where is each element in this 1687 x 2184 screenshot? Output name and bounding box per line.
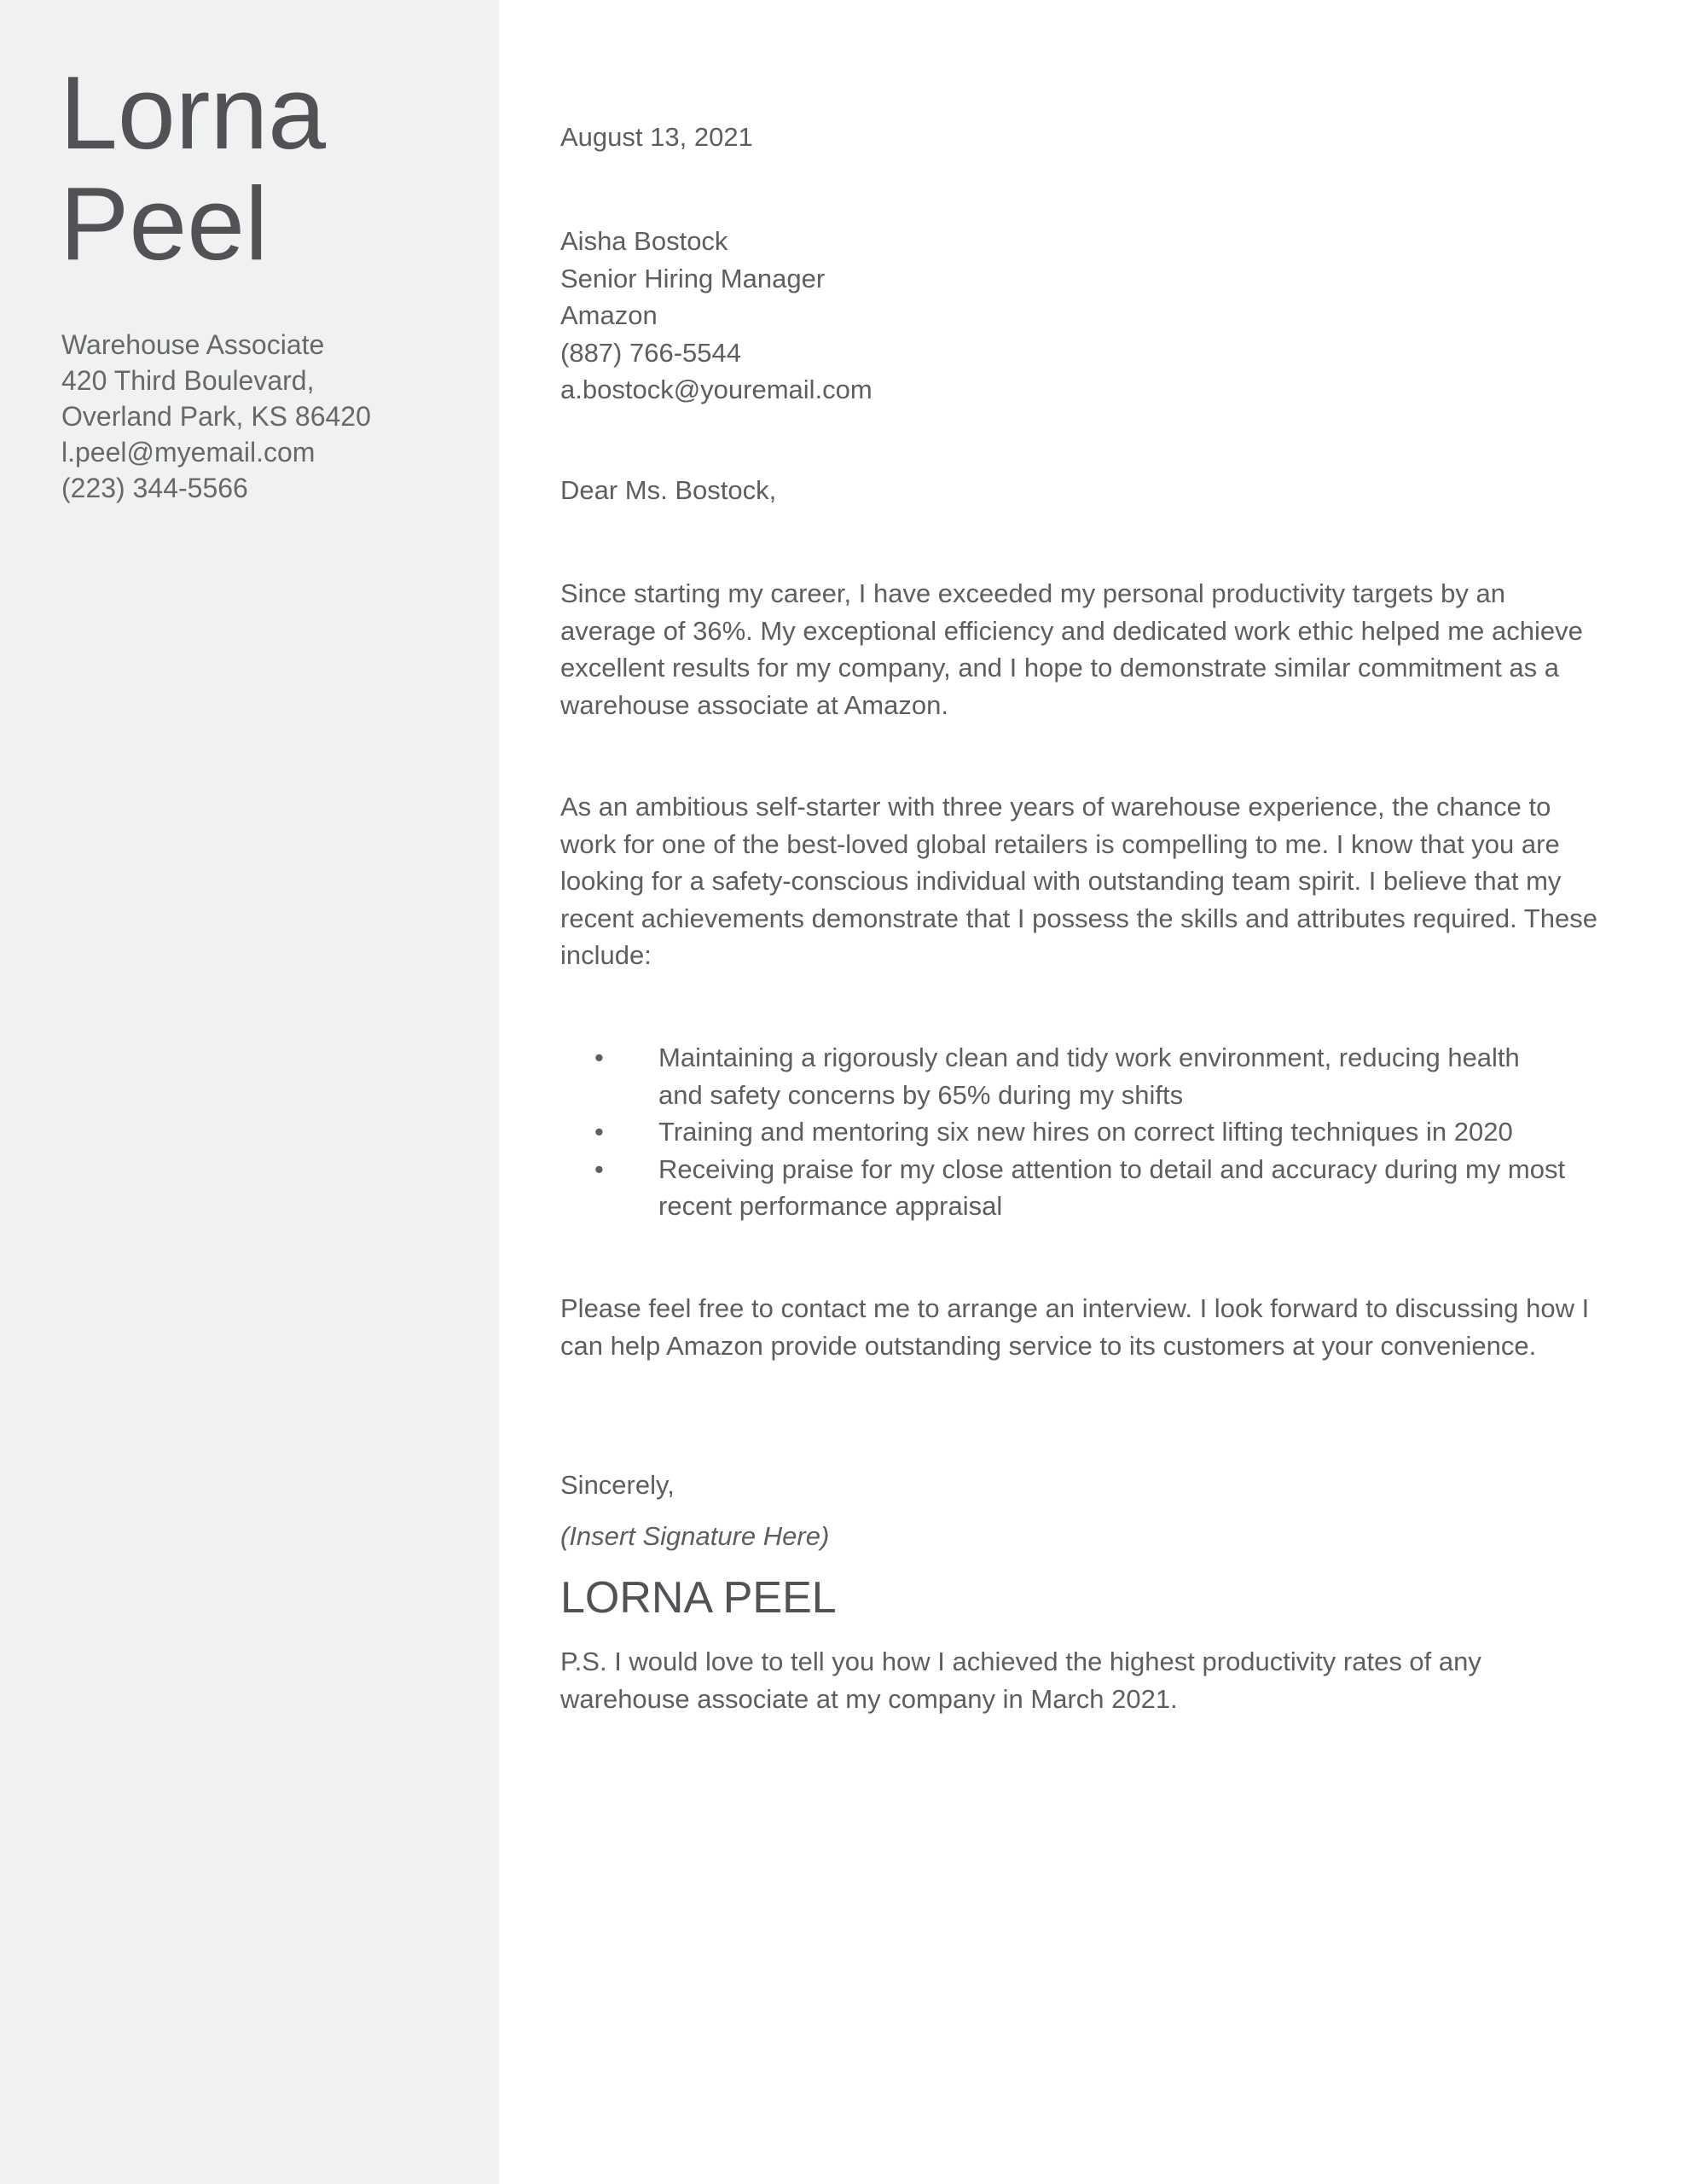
bullet-icon: • xyxy=(594,1117,604,1147)
recipient-block xyxy=(560,223,1601,409)
recipient-email: a.bostock@youremail.com xyxy=(560,375,872,404)
list-item-text: Training and mentoring six new hires on correct lifting techniques in 2020 xyxy=(658,1117,1513,1147)
address-line-2: Overland Park, KS 86420 xyxy=(61,401,371,432)
salutation: Dear Ms. Bostock, xyxy=(560,475,777,505)
paragraph-2: As an ambitious self-starter with three years of warehouse experience, the chance to work for one of the best-loved global retailers is compelling to me. I know that you are looking for a safety-conscious individual with outstanding team spirit. I believe that my recent achievements demonstrate that I possess the skills and attributes required. These include: xyxy=(560,792,1597,970)
signed-name: LORNA PEEL xyxy=(560,1573,837,1623)
postscript: P.S. I would love to tell you how I achieved the highest productivity rates of any warehouse associate at my company in March 2021. xyxy=(560,1647,1481,1714)
job-title: Warehouse Associate xyxy=(61,329,325,360)
paragraph-3: Please feel free to contact me to arrange an interview. I look forward to discussing how I can help Amazon provide outstanding service to its customers at your convenience. xyxy=(560,1293,1590,1361)
achievements-list xyxy=(560,1039,1567,1225)
sidebar xyxy=(0,0,499,2184)
applicant-name xyxy=(60,55,327,282)
list-item-text: Maintaining a rigorously clean and tidy work environment, reducing health and safety concerns by 65% during my shifts xyxy=(658,1043,1520,1110)
letter-date: August 13, 2021 xyxy=(560,122,753,152)
paragraph-1: Since starting my career, I have exceeded my personal productivity targets by an average of 36%. My exceptional efficiency and dedicated work ethic helped me achieve excellent results for my company, and I hope to demonstrate similar commitment as a warehouse associate at Amazon. xyxy=(560,578,1583,720)
recipient-title: Senior Hiring Manager xyxy=(560,263,826,293)
applicant-contact xyxy=(61,327,371,506)
closing: Sincerely, xyxy=(560,1470,675,1500)
list-item-text: Receiving praise for my close attention to detail and accuracy during my most recent performance appraisal xyxy=(658,1153,1566,1221)
last-name: Peel xyxy=(60,166,269,282)
bullet-icon: • xyxy=(594,1043,604,1072)
recipient-phone: (887) 766-5544 xyxy=(560,337,741,368)
list-item xyxy=(560,1039,1567,1113)
applicant-email: l.peel@myemail.com xyxy=(61,437,316,468)
list-item xyxy=(560,1151,1567,1225)
address-line-1: 420 Third Boulevard, xyxy=(61,365,315,396)
first-name: Lorna xyxy=(60,55,327,171)
applicant-phone: (223) 344-5566 xyxy=(61,473,248,503)
list-item xyxy=(560,1113,1567,1151)
recipient-name: Aisha Bostock xyxy=(560,226,728,256)
recipient-company: Amazon xyxy=(560,300,658,330)
bullet-icon: • xyxy=(594,1153,604,1184)
signature-placeholder: (Insert Signature Here) xyxy=(560,1521,830,1551)
